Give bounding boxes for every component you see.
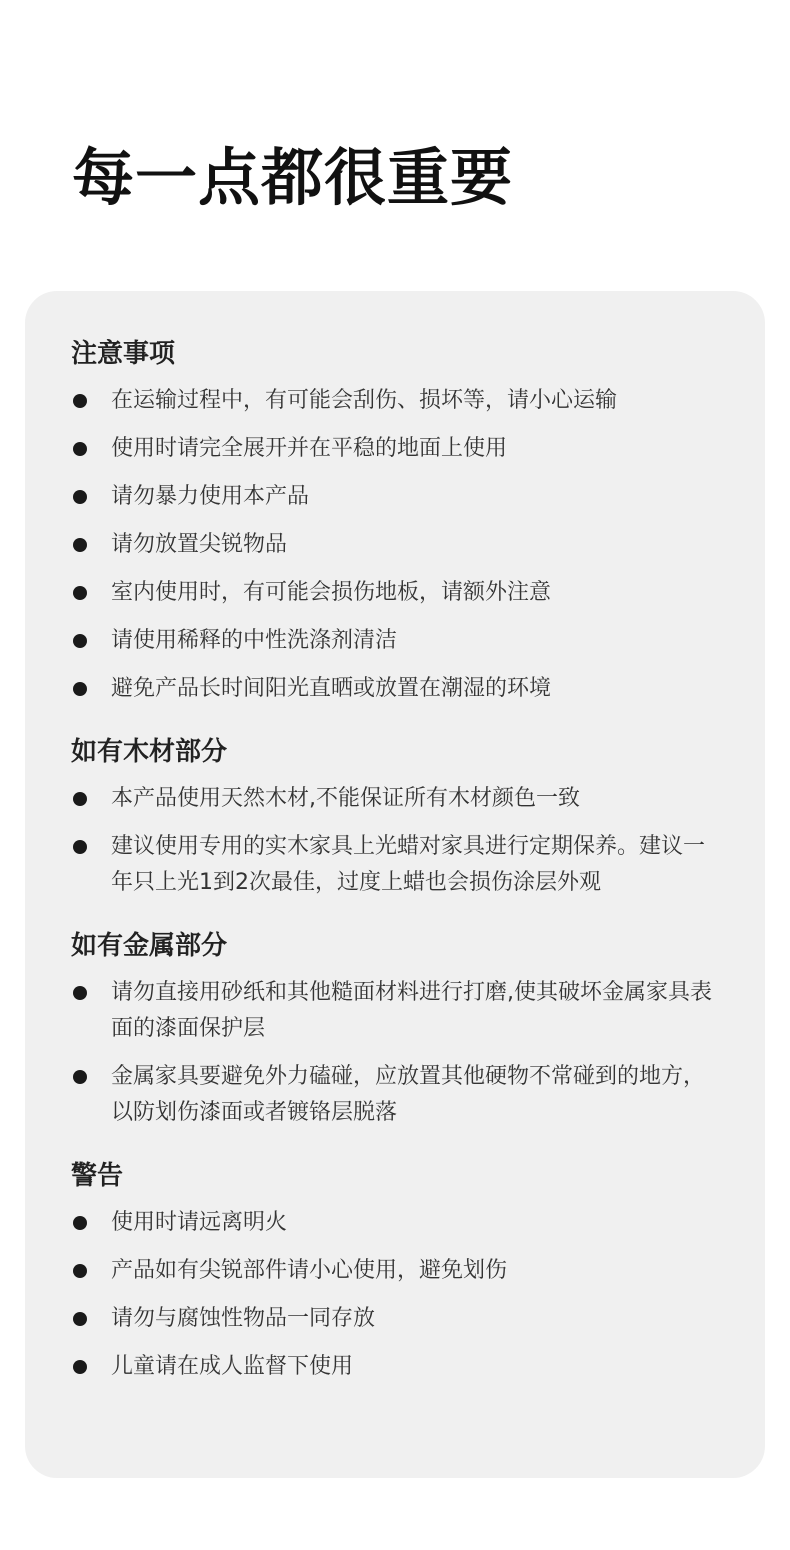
list-item bbox=[71, 527, 717, 563]
bullet-icon bbox=[73, 394, 87, 408]
bullet-icon bbox=[73, 538, 87, 552]
bullet-icon bbox=[73, 682, 87, 696]
section-heading: 如有金属部分 bbox=[71, 931, 228, 961]
list-item bbox=[71, 671, 717, 707]
list-item-text: 室内使用时，有可能会损伤地板，请额外注意 bbox=[111, 580, 552, 605]
section-metal bbox=[71, 927, 717, 1131]
list-item bbox=[71, 975, 717, 1047]
metal-list bbox=[71, 975, 717, 1131]
list-item bbox=[71, 781, 717, 817]
wood-list bbox=[71, 781, 717, 901]
list-item-text: 金属家具要避免外力磕碰，应放置其他硬物不常碰到的地方，以防划伤漆面或者镀铬层脱落 bbox=[111, 1064, 706, 1125]
bullet-icon bbox=[73, 986, 87, 1000]
list-item-text: 避免产品长时间阳光直晒或放置在潮湿的环境 bbox=[111, 676, 552, 701]
bullet-icon bbox=[73, 634, 87, 648]
list-item-text: 产品如有尖锐部件请小心使用，避免划伤 bbox=[111, 1258, 508, 1283]
bullet-icon bbox=[73, 490, 87, 504]
section-wood bbox=[71, 733, 717, 901]
list-item bbox=[71, 431, 717, 467]
section-heading: 警告 bbox=[71, 1161, 124, 1191]
list-item-text: 使用时请远离明火 bbox=[111, 1210, 288, 1235]
list-item-text: 请勿暴力使用本产品 bbox=[111, 484, 310, 509]
list-item-text: 请勿与腐蚀性物品一同存放 bbox=[111, 1306, 376, 1331]
warning-list bbox=[71, 1205, 717, 1385]
care-instructions-card bbox=[25, 291, 765, 1478]
list-item bbox=[71, 1301, 717, 1337]
bullet-icon bbox=[73, 1216, 87, 1230]
list-item bbox=[71, 1253, 717, 1289]
section-heading: 如有木材部分 bbox=[71, 737, 228, 767]
list-item bbox=[71, 1059, 717, 1131]
list-item-text: 请使用稀释的中性洗涤剂清洁 bbox=[111, 628, 398, 653]
bullet-icon bbox=[73, 840, 87, 854]
bullet-icon bbox=[73, 442, 87, 456]
list-item-text: 使用时请完全展开并在平稳的地面上使用 bbox=[111, 436, 508, 461]
list-item-text: 建议使用专用的实木家具上光蜡对家具进行定期保养。建议一年只上光1到2次最佳，过度上蜡也会损伤涂层外观 bbox=[111, 834, 706, 895]
bullet-icon bbox=[73, 1312, 87, 1326]
bullet-icon bbox=[73, 586, 87, 600]
list-item bbox=[71, 829, 717, 901]
list-item bbox=[71, 383, 717, 419]
list-item bbox=[71, 479, 717, 515]
section-heading: 注意事项 bbox=[71, 339, 176, 369]
list-item bbox=[71, 575, 717, 611]
list-item bbox=[71, 623, 717, 659]
list-item-text: 请勿直接用砂纸和其他糙面材料进行打磨,使其破坏金属家具表面的漆面保护层 bbox=[111, 980, 712, 1041]
bullet-icon bbox=[73, 792, 87, 806]
section-warning bbox=[71, 1157, 717, 1385]
bullet-icon bbox=[73, 1360, 87, 1374]
list-item bbox=[71, 1349, 717, 1385]
list-item-text: 在运输过程中，有可能会刮伤、损坏等，请小心运输 bbox=[111, 388, 618, 413]
page-title: 每一点都很重要 bbox=[72, 141, 514, 214]
section-notes bbox=[71, 335, 717, 707]
list-item-text: 本产品使用天然木材,不能保证所有木材颜色一致 bbox=[111, 786, 580, 811]
list-item-text: 儿童请在成人监督下使用 bbox=[111, 1354, 354, 1379]
list-item bbox=[71, 1205, 717, 1241]
notes-list bbox=[71, 383, 717, 707]
list-item-text: 请勿放置尖锐物品 bbox=[111, 532, 288, 557]
bullet-icon bbox=[73, 1264, 87, 1278]
bullet-icon bbox=[73, 1070, 87, 1084]
